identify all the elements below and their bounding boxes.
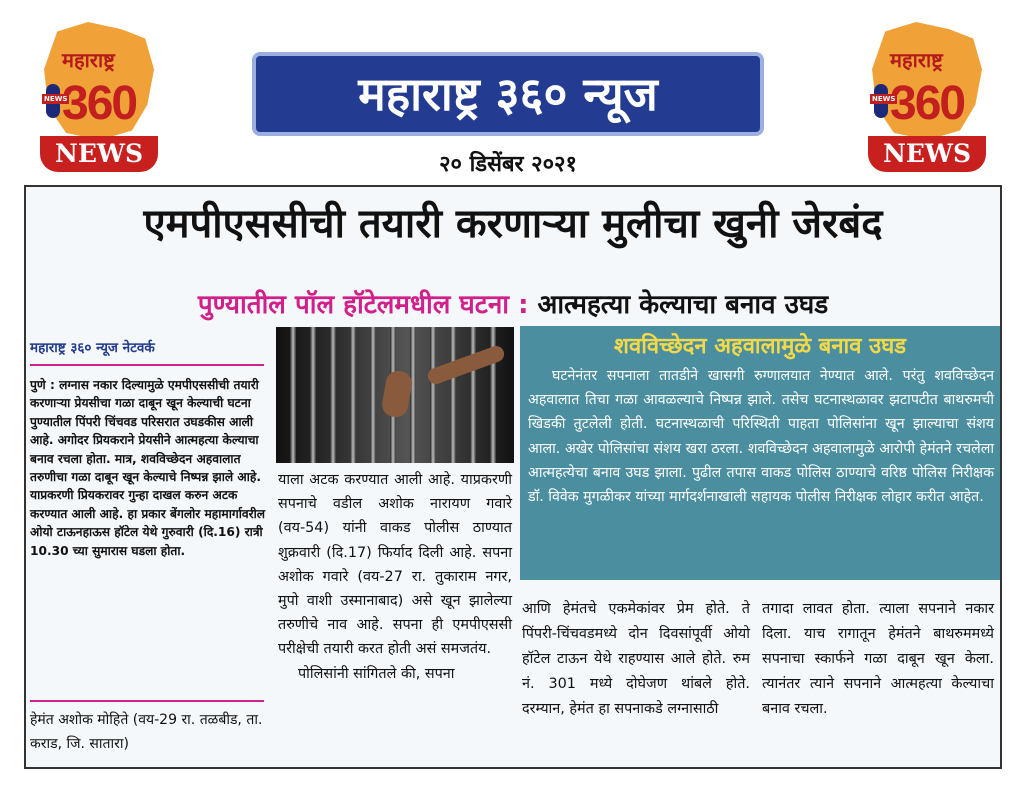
byline-rule <box>30 364 264 366</box>
byline: महाराष्ट्र ३६० न्यूज नेटवर्क <box>30 340 155 356</box>
middle-column <box>278 468 512 686</box>
subhead-main: आत्महत्या केल्याचा बनाव उघड <box>537 290 829 320</box>
dateline: २० डिसेंबर २०२१ <box>439 152 577 177</box>
right-column-1: आणि हेमंतचे एकमेकांवर प्रेम होते. ते पिंपरी-चिंचवडमध्ये दोन दिवसांपूर्वी ओयो हॉटेल टाऊन येथे राहण्यास आले होते. रुम नं. 301 मध्ये दोघेजण थांबले होते. दरम्यान, हेमंत हा सपनाकडे लग्नासाठी <box>522 601 750 717</box>
logo-left <box>40 22 158 172</box>
middle-column-paragraph-2: पोलिसांनी सांगितले की, सपना <box>298 665 455 682</box>
jail-bars-photo <box>276 327 514 463</box>
masthead-title: महाराष्ट्र ३६० न्यूज <box>252 52 764 136</box>
middle-column-paragraph: याला अटक करण्यात आली आहे. याप्रकरणी सपनाचे वडील अशोक नारायण गवारे (वय-54) यांनी वाकड पोलीस ठाण्यात शुक्रवारी (दि.17) फिर्याद दिली आहे. सपना अशोक गवारे (वय-27 रा. तुकाराम नगर, मुपो वाशी उस्मानाबाद) असे खून झालेल्या तरुणीचे नाव आहे. सपना ही एमपीएससी परीक्षेची तयारी करत होती असं समजतंय. <box>278 472 512 658</box>
subhead-location: पुण्यातील पॉल हॉटेलमधील घटना : <box>197 290 529 320</box>
highlight-box-body: घटनेनंतर सपनाला तातडीने खासगी रुग्णालयात नेण्यात आले. परंतु शवविच्छेदन अहवालात तिचा गळा आवळल्याचे निष्पन्न झाले. तसेच घटनास्थळावर झटापटीत बाथरुमची खिडकी तुटलेली होती. घटनास्थळाची परिस्थिती पाहता पोलिसांना खून झाल्याचा संशय आला. अखेर पोलिसांचा संशय खरा ठरला. शवविच्छेदन अहवालामुळे आरोपी हेमंतने रचलेला आत्महत्येचा बनाव उघड झाला. पुढील तपास वाकड पोलिस ठाण्याचे वरिष्ठ पोलिस निरीक्षक डॉ. विवेक मुगळीकर यांच्या मार्गदर्शनाखाली सहायक पोलीस निरीक्षक लोहार करीत आहेत. <box>528 368 994 506</box>
logo-tag: NEWS <box>872 95 896 103</box>
logo-right <box>868 22 986 172</box>
left-column-paragraph-2: हेमंत अशोक मोहिते (वय-29 रा. तळबीड, ता. कराड, जि. सातारा) <box>30 712 263 752</box>
logo-brand: महाराष्ट्र <box>62 48 115 72</box>
logo-news: NEWS <box>868 136 986 172</box>
highlight-box-title: शवविच्छेदन अहवालामुळे बनाव उघड <box>614 334 906 359</box>
logo-brand: महाराष्ट्र <box>890 48 943 72</box>
logo-number: 360 <box>890 77 965 130</box>
logo-news: NEWS <box>40 136 158 172</box>
logo-number: 360 <box>62 77 137 130</box>
logo-tag: NEWS <box>44 95 68 103</box>
headline: एमपीएससीची तयारी करणाऱ्या मुलीचा खुनी जेरबंद <box>143 201 883 247</box>
left-column-rule <box>30 700 264 702</box>
right-column-2: तगादा लावत होता. त्याला सपनाने नकार दिला. याच रागातून हेमंतने बाथरुममध्ये सपनाचा स्कार्फने गळा दाबून खून केला. त्यानंतर त्याने सपनाने आत्महत्या केल्याचा बनाव रचला. <box>762 601 994 717</box>
left-column-paragraph: पुणे : लग्नास नकार दिल्यामुळे एमपीएससीची तयारी करणाऱ्या प्रेयसीचा गळा दाबून खून केल्याची घटना पुण्यातील पिंपरी चिंचवड परिसरात उघडकीस आली आहे. अगोदर प्रियकराने प्रेयसीने आत्महत्या केल्याचा बनाव रचला होता. मात्र, शवविच्छेदन अहवालात तरुणीचा गळा दाबून खून केल्याचे निष्पन्न झाले आहे. याप्रकरणी प्रियकरावर गुन्हा दाखल करुन अटक करण्यात आली आहे. हा प्रकार बेंगलोर महामार्गावरील ओयो टाऊनहाऊस हॉटेल येथे गुरुवारी (दि.16) रात्री 10.30 च्या सुमारास घडला होता. <box>30 378 266 558</box>
subhead <box>24 285 1002 321</box>
